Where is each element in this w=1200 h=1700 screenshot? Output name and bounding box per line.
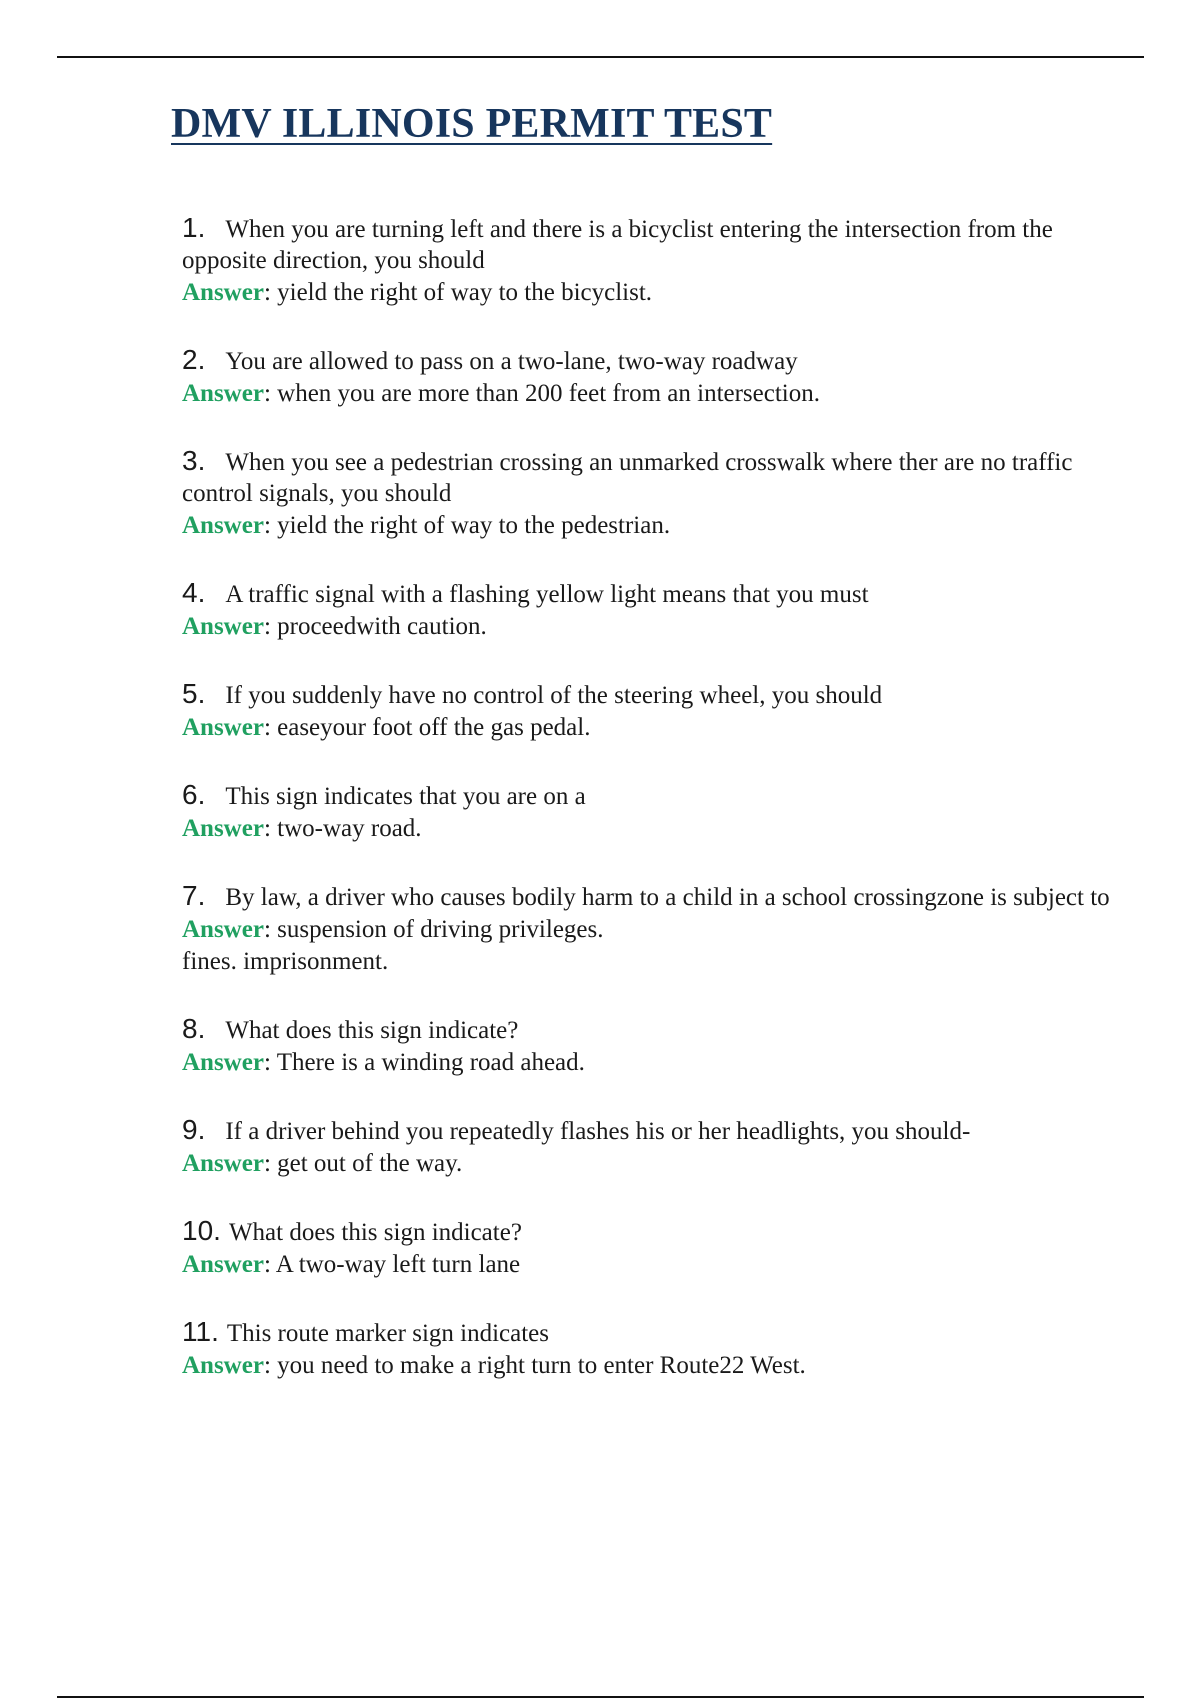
question-body: When you are turning left and there is a bicyclist entering the intersection from the opposite direction, you should xyxy=(182,216,1053,274)
question-text xyxy=(182,445,1122,509)
question-item-9 xyxy=(182,1114,1122,1179)
question-item-7 xyxy=(182,880,1122,977)
question-body: A traffic signal with a flashing yellow light means that you must xyxy=(225,581,869,608)
answer-line xyxy=(182,378,1122,409)
question-number: 6. xyxy=(182,779,206,810)
answer-line xyxy=(182,914,1122,945)
answer-text: you need to make a right turn to enter Route22 West. xyxy=(277,1352,806,1379)
question-text xyxy=(182,1215,1122,1248)
question-number: 9. xyxy=(182,1114,206,1145)
question-text xyxy=(182,779,1122,812)
answer-text: There is a winding road ahead. xyxy=(276,1049,585,1076)
question-text xyxy=(182,577,1122,610)
question-item-11 xyxy=(182,1316,1122,1381)
answer-separator: : xyxy=(263,512,278,539)
answer-separator: : xyxy=(263,613,278,640)
answer-separator: : xyxy=(263,1049,277,1076)
question-text xyxy=(182,880,1122,913)
question-body: What does this sign indicate? xyxy=(228,1219,522,1246)
question-number: 11. xyxy=(182,1316,219,1347)
answer-line xyxy=(182,611,1122,642)
answer-line xyxy=(182,277,1122,308)
question-body: You are allowed to pass on a two-lane, two-way roadway xyxy=(225,348,798,375)
answer-separator: : xyxy=(263,1251,276,1278)
question-body: By law, a driver who causes bodily harm to a child in a school crossingzone is subject to xyxy=(225,884,1110,911)
answer-label: Answer xyxy=(182,1150,264,1177)
question-item-1 xyxy=(182,212,1122,308)
answer-label: Answer xyxy=(182,380,264,407)
question-number: 8. xyxy=(182,1013,206,1044)
question-item-2 xyxy=(182,344,1122,409)
question-list xyxy=(182,212,1122,1417)
answer-text: easeyour foot off the gas pedal. xyxy=(277,714,591,741)
answer-label: Answer xyxy=(182,613,264,640)
top-rule xyxy=(57,56,1144,58)
page-title: DMV ILLINOIS PERMIT TEST xyxy=(171,101,773,147)
question-number: 7. xyxy=(182,880,206,911)
answer-text: two-way road. xyxy=(277,815,422,842)
answer-text: proceedwith caution. xyxy=(277,613,487,640)
question-item-5 xyxy=(182,678,1122,743)
question-body: What does this sign indicate? xyxy=(225,1017,519,1044)
question-text xyxy=(182,678,1122,711)
answer-line xyxy=(182,510,1122,541)
answer-separator: : xyxy=(263,916,278,943)
answer-label: Answer xyxy=(182,1251,264,1278)
answer-text: yield the right of way to the pedestrian. xyxy=(277,512,671,539)
question-text xyxy=(182,344,1122,377)
question-body: If you suddenly have no control of the steering wheel, you should xyxy=(225,682,883,709)
answer-label: Answer xyxy=(182,1352,264,1379)
answer-separator: : xyxy=(263,1150,278,1177)
question-body: If a driver behind you repeatedly flashes his or her headlights, you should- xyxy=(225,1118,971,1145)
question-text xyxy=(182,1013,1122,1046)
answer-separator: : xyxy=(263,279,278,306)
answer-line xyxy=(182,1148,1122,1179)
question-item-3 xyxy=(182,445,1122,541)
answer-text: get out of the way. xyxy=(277,1150,463,1177)
question-body: When you see a pedestrian crossing an unmarked crosswalk where ther are no traffic control signals, you should xyxy=(182,449,1073,507)
answer-text: suspension of driving privileges. xyxy=(277,916,604,943)
question-text xyxy=(182,1114,1122,1147)
question-item-10 xyxy=(182,1215,1122,1280)
answer-text: yield the right of way to the bicyclist. xyxy=(277,279,653,306)
answer-line xyxy=(182,1350,1122,1381)
answer-label: Answer xyxy=(182,512,264,539)
answer-line xyxy=(182,1047,1122,1078)
answer-text: A two-way left turn lane xyxy=(275,1251,521,1278)
question-item-6 xyxy=(182,779,1122,844)
answer-separator: : xyxy=(263,714,278,741)
bottom-rule xyxy=(57,1696,1144,1698)
question-item-4 xyxy=(182,577,1122,642)
question-number: 10. xyxy=(182,1215,221,1246)
answer-label: Answer xyxy=(182,714,264,741)
question-number: 4. xyxy=(182,577,206,608)
answer-line xyxy=(182,813,1122,844)
answer-separator: : xyxy=(263,815,278,842)
answer-label: Answer xyxy=(182,279,264,306)
question-number: 1. xyxy=(182,212,206,243)
question-text xyxy=(182,1316,1122,1349)
answer-extra-text: fines. imprisonment. xyxy=(182,948,389,975)
question-body: This sign indicates that you are on a xyxy=(225,783,586,810)
answer-text: when you are more than 200 feet from an intersection. xyxy=(277,380,820,407)
question-number: 2. xyxy=(182,344,206,375)
question-number: 3. xyxy=(182,445,206,476)
answer-line xyxy=(182,1249,1122,1280)
question-body: This route marker sign indicates xyxy=(226,1320,549,1347)
answer-separator: : xyxy=(263,1352,278,1379)
question-text xyxy=(182,212,1122,276)
question-item-8 xyxy=(182,1013,1122,1078)
answer-line xyxy=(182,712,1122,743)
answer-label: Answer xyxy=(182,916,264,943)
answer-label: Answer xyxy=(182,1049,264,1076)
question-number: 5. xyxy=(182,678,206,709)
answer-separator: : xyxy=(263,380,278,407)
answer-label: Answer xyxy=(182,815,264,842)
